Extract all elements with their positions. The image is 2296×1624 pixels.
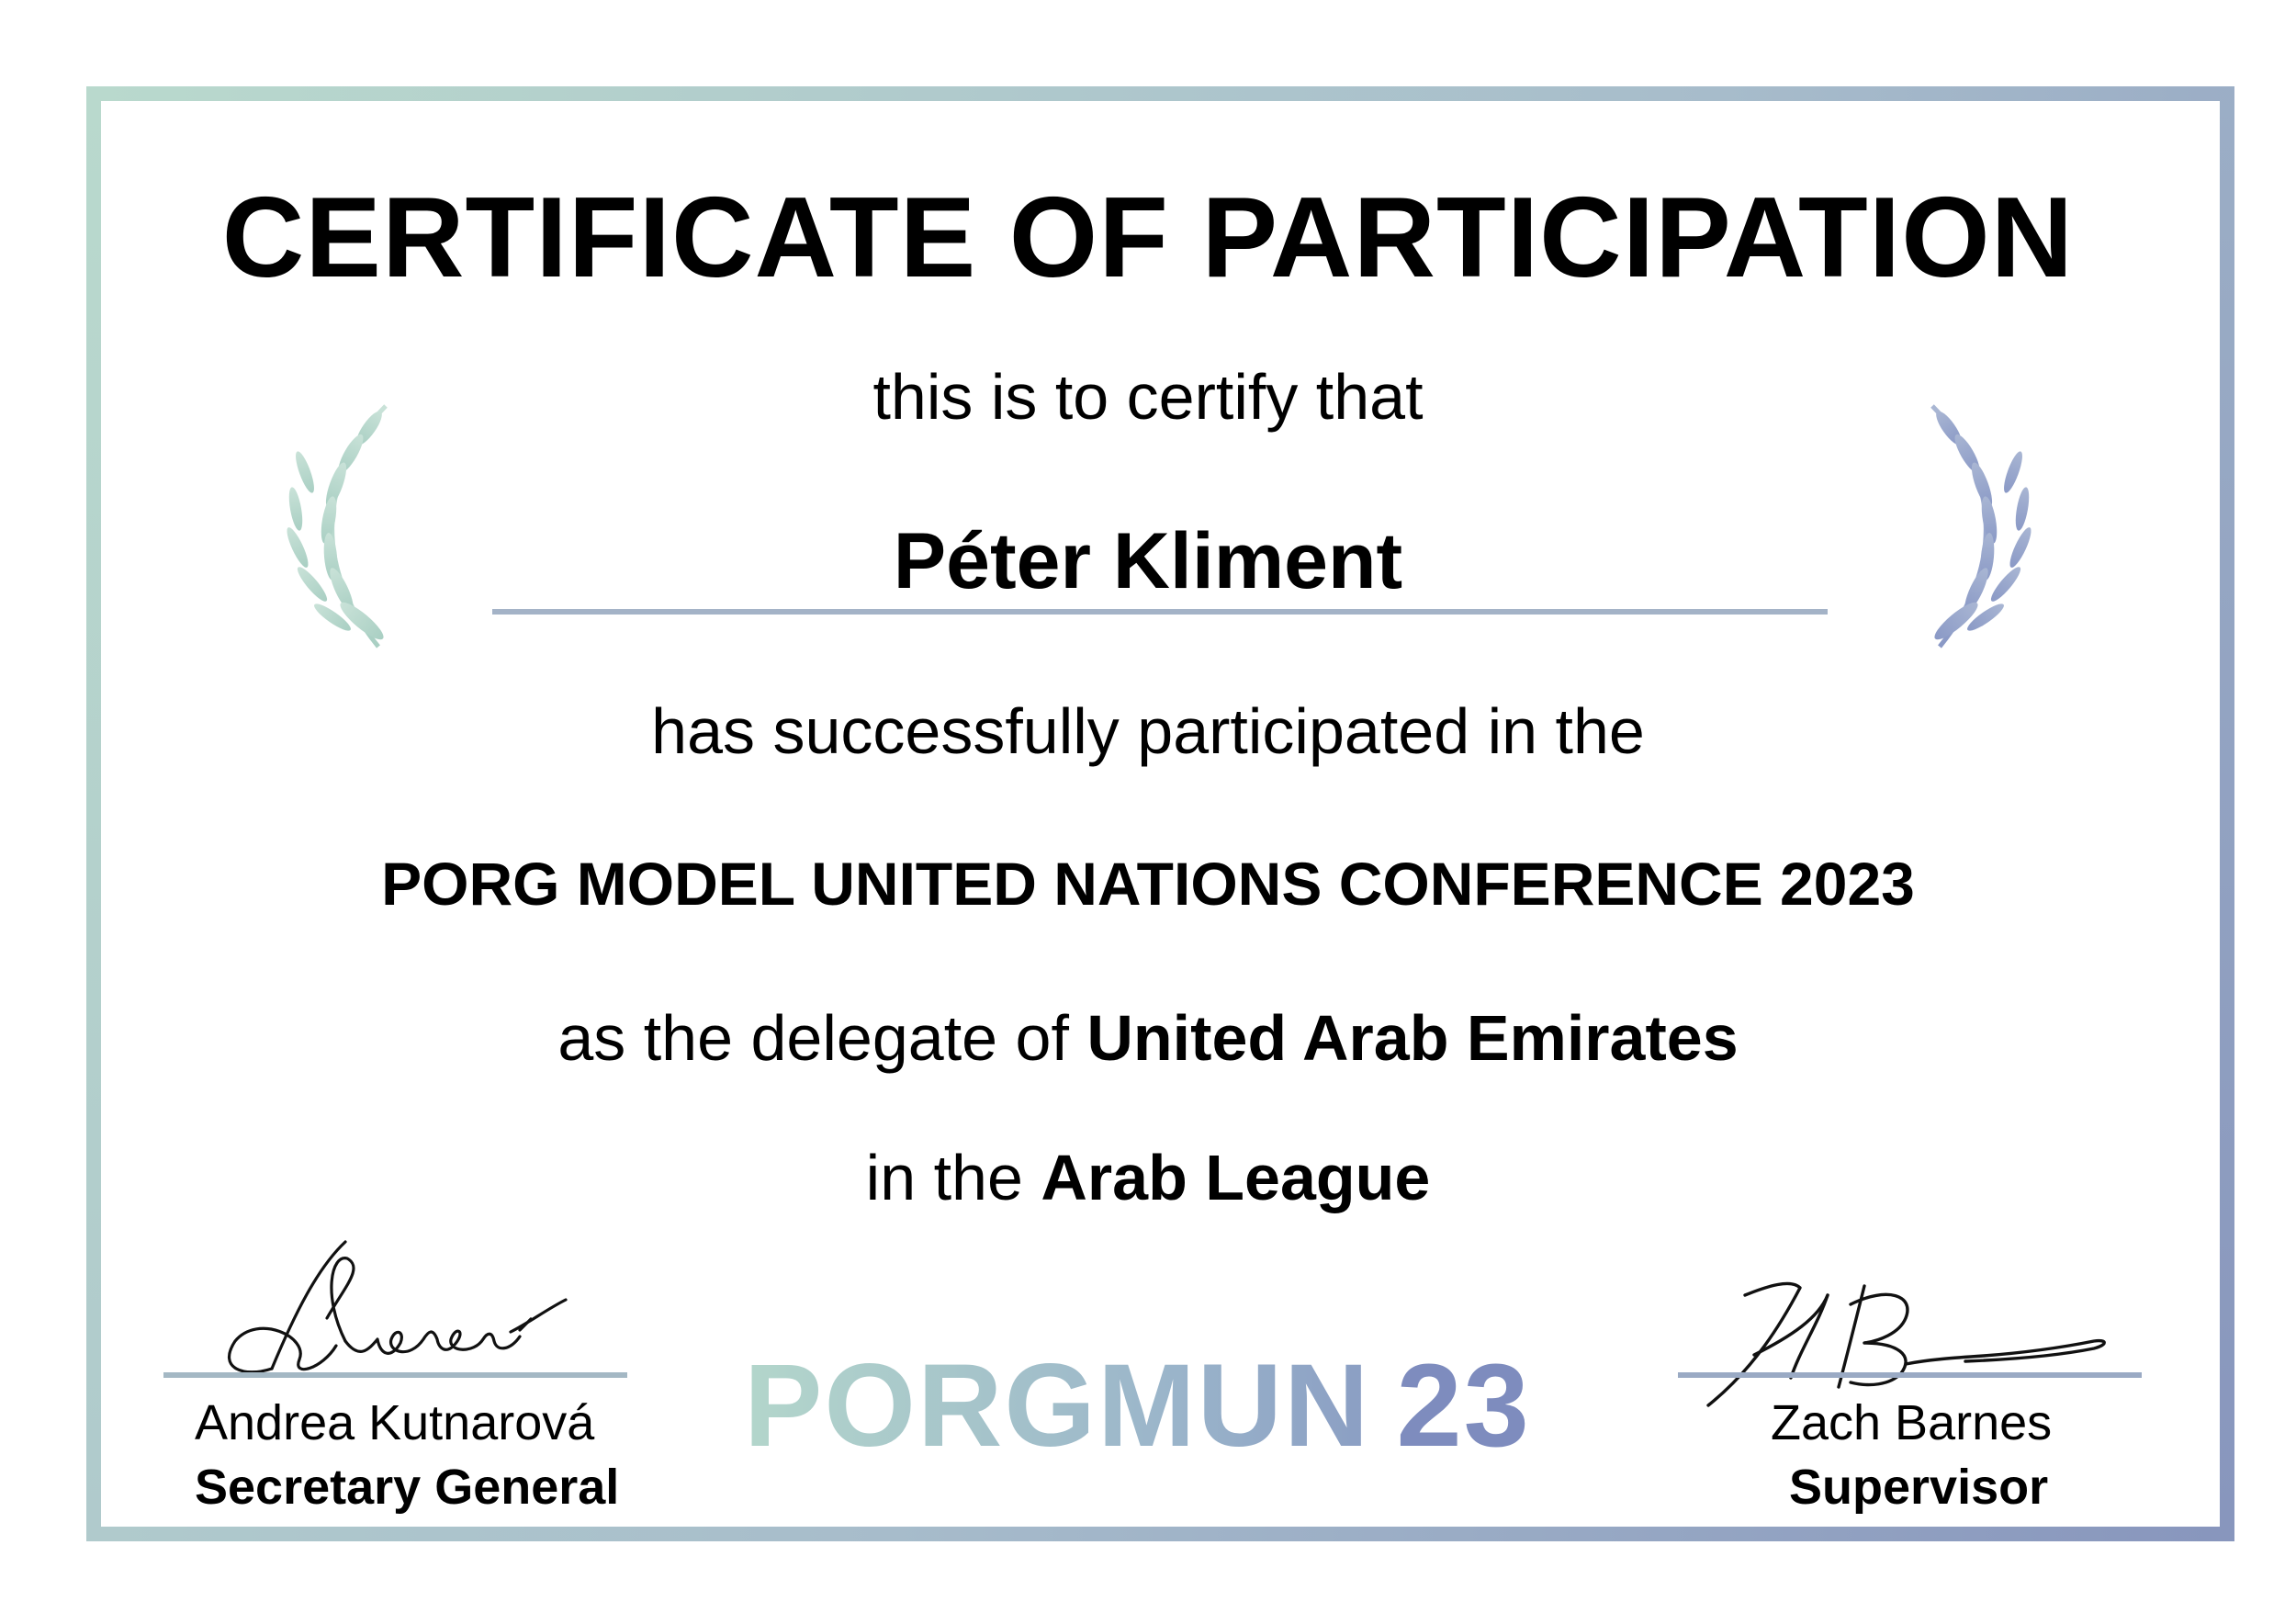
delegation-name: United Arab Emirates <box>1086 1002 1739 1074</box>
event-name: PORG MODEL UNITED NATIONS CONFERENCE 2023 <box>381 850 1915 918</box>
signature-line-left <box>163 1372 627 1378</box>
signatory-right-name: Zach Barnes <box>1771 1395 2053 1450</box>
committee-name: Arab League <box>1041 1142 1431 1213</box>
logo-text-part2: 23 <box>1396 1340 1531 1466</box>
certificate-title: CERTIFICATE OF PARTICIPATION <box>221 175 2075 301</box>
svg-text:PORGMUN23 <box>744 1340 1531 1466</box>
delegate-line <box>0 1001 2296 1075</box>
signature-right <box>1690 1268 2131 1415</box>
participated-text: has successfully participated in the <box>651 695 1645 767</box>
signature-line-right <box>1678 1372 2142 1378</box>
delegate-prefix: as the delegate of <box>557 1002 1069 1074</box>
committee-line <box>0 1141 2296 1214</box>
signatory-left-role: Secretary General <box>195 1460 620 1515</box>
signature-left <box>208 1231 575 1387</box>
porgmun-logo <box>744 1337 1552 1466</box>
recipient-name: Péter Kliment <box>893 517 1403 605</box>
logo-text-part1: PORGMUN <box>744 1340 1371 1466</box>
name-underline <box>492 609 1828 615</box>
signatory-left-name: Andrea Kutnarová <box>195 1395 595 1450</box>
committee-prefix: in the <box>865 1142 1023 1213</box>
signatory-right-role: Supervisor <box>1789 1460 2049 1515</box>
certify-text: this is to certify that <box>872 361 1424 433</box>
